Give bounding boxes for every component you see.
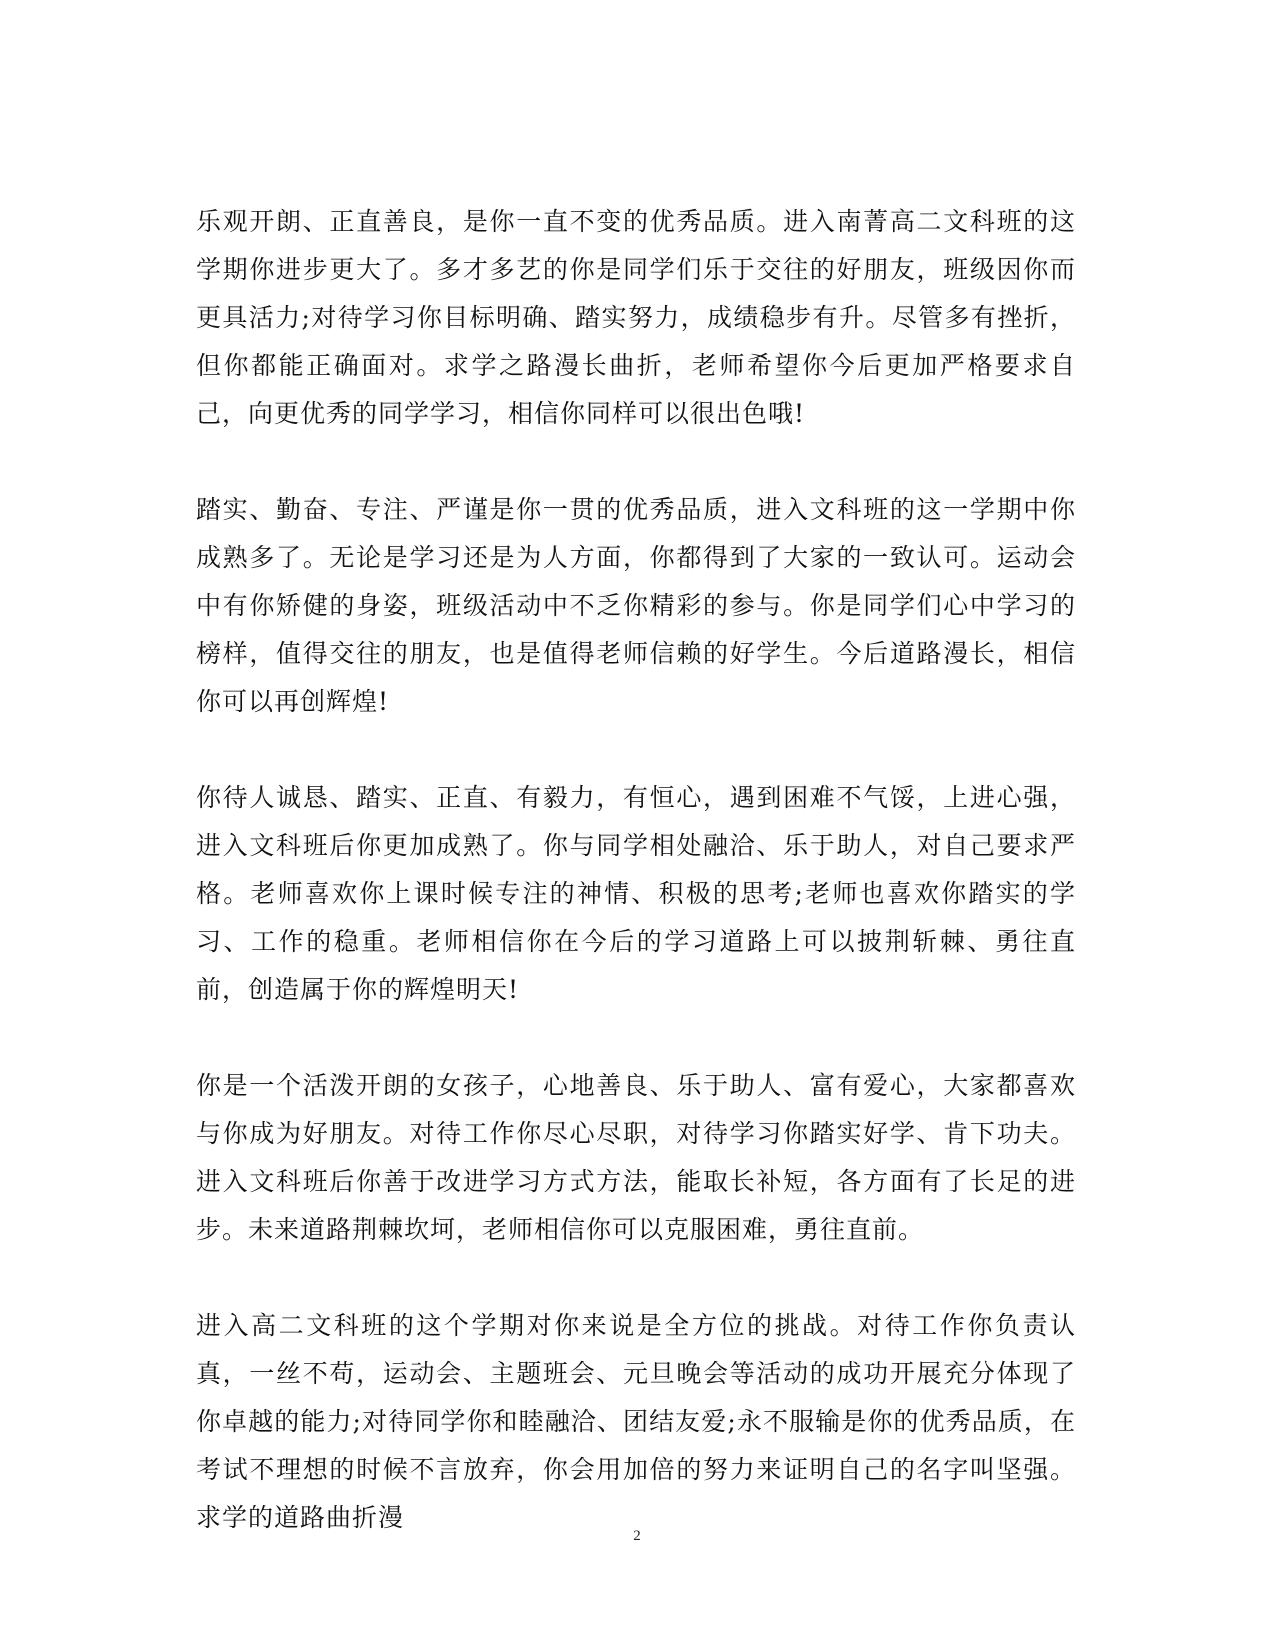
paragraph-3: 你待人诚恳、踏实、正直、有毅力，有恒心，遇到困难不气馁，上进心强，进入文科班后你更加成熟了。你与同学相处融洽、乐于助人，对自己要求严格。老师喜欢你上课时候专注的神情、积极的思考;老师也喜欢你踏实的学习、工作的稳重。老师相信你在今后的学习道路上可以披荆斩棘、勇往直前，创造属于你的辉煌明天! [196,783,1076,1004]
document-body [196,198,1076,1590]
paragraph-2: 踏实、勤奋、专注、严谨是你一贯的优秀品质，进入文科班的这一学期中你成熟多了。无论是学习还是为人方面，你都得到了大家的一致认可。运动会中有你矫健的身姿，班级活动中不乏你精彩的参与。你是同学们心中学习的榜样，值得交往的朋友，也是值得老师信赖的好学生。今后道路漫长，相信你可以再创辉煌! [196,495,1076,716]
paragraph-5: 进入高二文科班的这个学期对你来说是全方位的挑战。对待工作你负责认真，一丝不苟，运动会、主题班会、元旦晚会等活动的成功开展充分体现了你卓越的能力;对待同学你和睦融洽、团结友爱;永不服输是你的优秀品质，在考试不理想的时候不言放弃，你会用加倍的努力来证明自己的名字叫坚强。求学的道路曲折漫 [196,1311,1076,1532]
paragraph-4: 你是一个活泼开朗的女孩子，心地善良、乐于助人、富有爱心，大家都喜欢与你成为好朋友。对待工作你尽心尽职，对待学习你踏实好学、肯下功夫。进入文科班后你善于改进学习方式方法，能取长补短，各方面有了长足的进步。未来道路荆棘坎坷，老师相信你可以克服困难，勇往直前。 [196,1071,1076,1244]
page-number: 2 [633,1528,641,1544]
paragraph-1: 乐观开朗、正直善良，是你一直不变的优秀品质。进入南菁高二文科班的这学期你进步更大了。多才多艺的你是同学们乐于交往的好朋友，班级因你而更具活力;对待学习你目标明确、踏实努力，成绩稳步有升。尽管多有挫折，但你都能正确面对。求学之路漫长曲折，老师希望你今后更加严格要求自己，向更优秀的同学学习，相信你同样可以很出色哦! [196,207,1076,428]
